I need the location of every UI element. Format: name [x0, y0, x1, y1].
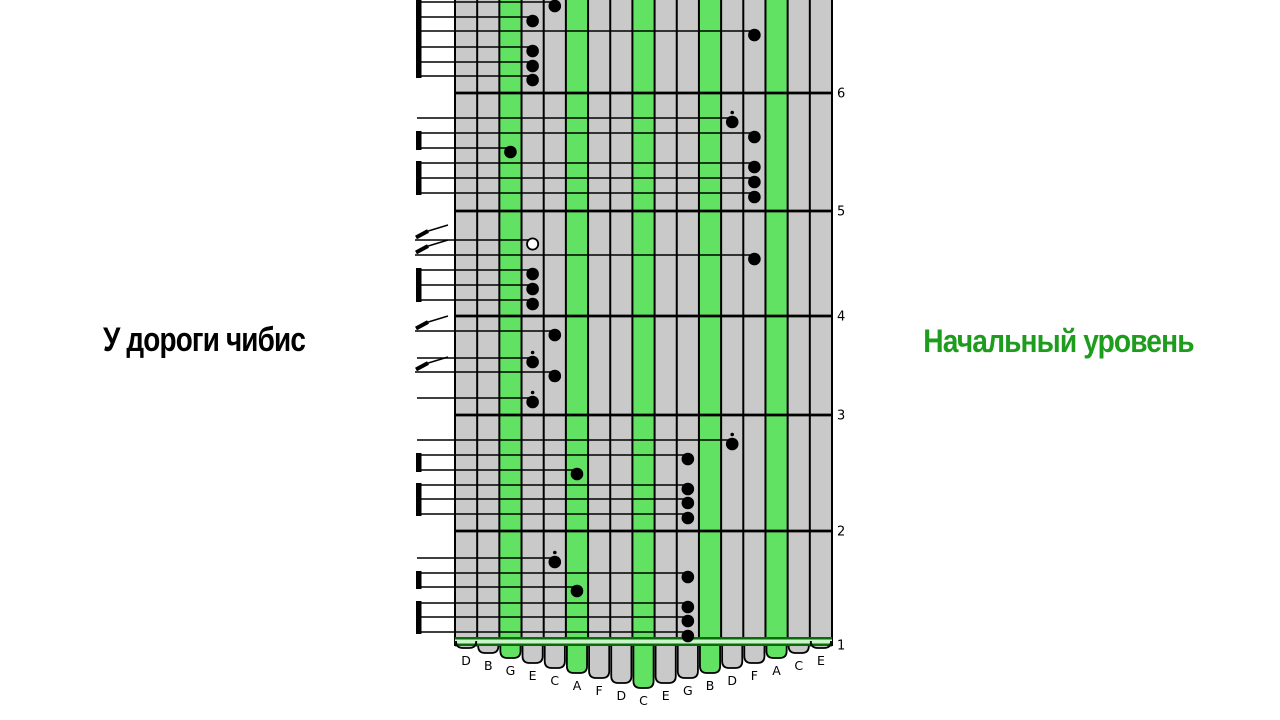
- tine-column: [765, 0, 787, 646]
- tine-tip: [789, 646, 809, 653]
- tine-column: [655, 0, 677, 646]
- beam: [416, 483, 422, 516]
- tine-column: [677, 0, 699, 646]
- tine-letter: F: [595, 683, 603, 698]
- tine-column: [544, 0, 566, 646]
- note: [526, 356, 539, 369]
- measure-number: 4: [837, 309, 846, 325]
- duration-dot: [531, 351, 535, 355]
- tine-letter: G: [505, 663, 516, 678]
- tine-tip: [633, 646, 653, 688]
- tine-column: [632, 0, 654, 646]
- note: [682, 497, 695, 510]
- tine-column: [455, 0, 477, 646]
- note: [748, 161, 761, 174]
- tine-tip: [744, 646, 764, 663]
- tine-letter: C: [550, 673, 560, 688]
- note: [526, 15, 539, 28]
- tine-tip: [478, 646, 498, 653]
- tine-column: [699, 0, 721, 646]
- eighth-flag: [425, 225, 448, 232]
- note: [682, 512, 695, 525]
- note: [748, 29, 761, 42]
- tine-letter: F: [750, 668, 758, 683]
- tine-column: [721, 0, 743, 646]
- duration-dot: [730, 433, 734, 437]
- note: [504, 146, 517, 159]
- tine-letter: A: [572, 678, 582, 693]
- beam: [416, 601, 422, 634]
- tine-tip: [766, 646, 786, 658]
- note: [526, 298, 539, 311]
- tine-letter: A: [772, 663, 781, 678]
- note: [571, 585, 584, 598]
- tine-letter: C: [794, 658, 804, 673]
- eighth-flag: [425, 240, 448, 247]
- note: [682, 571, 695, 584]
- tine-column: [610, 0, 632, 646]
- tine-letter: D: [461, 653, 471, 668]
- open-note: [527, 238, 538, 249]
- tine-tip: [545, 646, 565, 668]
- note: [682, 453, 695, 466]
- note: [548, 556, 561, 569]
- tine-tip: [700, 646, 720, 673]
- tine-column: [743, 0, 765, 646]
- playhead-bar: [455, 640, 832, 644]
- tine-letter: B: [483, 658, 493, 673]
- note: [526, 268, 539, 281]
- beam: [416, 453, 422, 472]
- eighth-flag: [425, 316, 448, 323]
- tine-column: [522, 0, 544, 646]
- tine-letter: B: [705, 678, 715, 693]
- beam: [416, 268, 422, 302]
- tine-letter: E: [661, 688, 670, 703]
- beam: [416, 0, 422, 78]
- beam: [416, 161, 422, 195]
- note: [526, 74, 539, 87]
- note: [748, 131, 761, 144]
- note: [526, 45, 539, 58]
- measure-number: 2: [837, 524, 846, 540]
- tine-column: [810, 0, 832, 646]
- tine-tip: [567, 646, 587, 673]
- note: [548, 329, 561, 342]
- note: [548, 370, 561, 383]
- note: [748, 191, 761, 204]
- tine-letter: D: [727, 673, 738, 688]
- note: [526, 60, 539, 73]
- note: [682, 601, 695, 614]
- note: [682, 630, 695, 643]
- tine-column: [788, 0, 810, 646]
- tine-tip: [611, 646, 631, 683]
- tine-tip: [500, 646, 520, 658]
- beam: [416, 131, 422, 150]
- measure-number: 1: [837, 638, 846, 654]
- measure-number: 3: [837, 408, 846, 424]
- duration-dot: [553, 551, 557, 555]
- tine-letter: D: [616, 688, 627, 703]
- note: [748, 253, 761, 266]
- tine-tip: [678, 646, 698, 678]
- note: [526, 283, 539, 296]
- tine-tip: [722, 646, 742, 668]
- measure-number: 5: [837, 204, 846, 220]
- song-title: У дороги чибис: [102, 321, 306, 359]
- tine-letter: E: [528, 668, 537, 683]
- note: [726, 438, 739, 451]
- tine-letter: C: [639, 693, 648, 708]
- measure-number: 6: [837, 86, 846, 102]
- tine-tip: [589, 646, 609, 678]
- note: [548, 0, 561, 12]
- note: [682, 483, 695, 496]
- note: [748, 176, 761, 189]
- duration-dot: [531, 391, 535, 395]
- note: [571, 468, 584, 481]
- tine-column: [499, 0, 521, 646]
- note: [526, 396, 539, 409]
- playhead-bar: [455, 637, 832, 640]
- tine-letter: E: [816, 653, 825, 668]
- level-label: Начальный уровень: [923, 323, 1194, 359]
- duration-dot: [730, 111, 734, 115]
- beam: [416, 571, 422, 589]
- tine-letter: G: [683, 683, 693, 698]
- tine-column: [588, 0, 610, 646]
- tine-tip: [523, 646, 543, 663]
- note: [726, 116, 739, 129]
- tine-column: [566, 0, 588, 646]
- tine-column: [477, 0, 499, 646]
- tine-tip: [656, 646, 676, 683]
- note: [682, 615, 695, 628]
